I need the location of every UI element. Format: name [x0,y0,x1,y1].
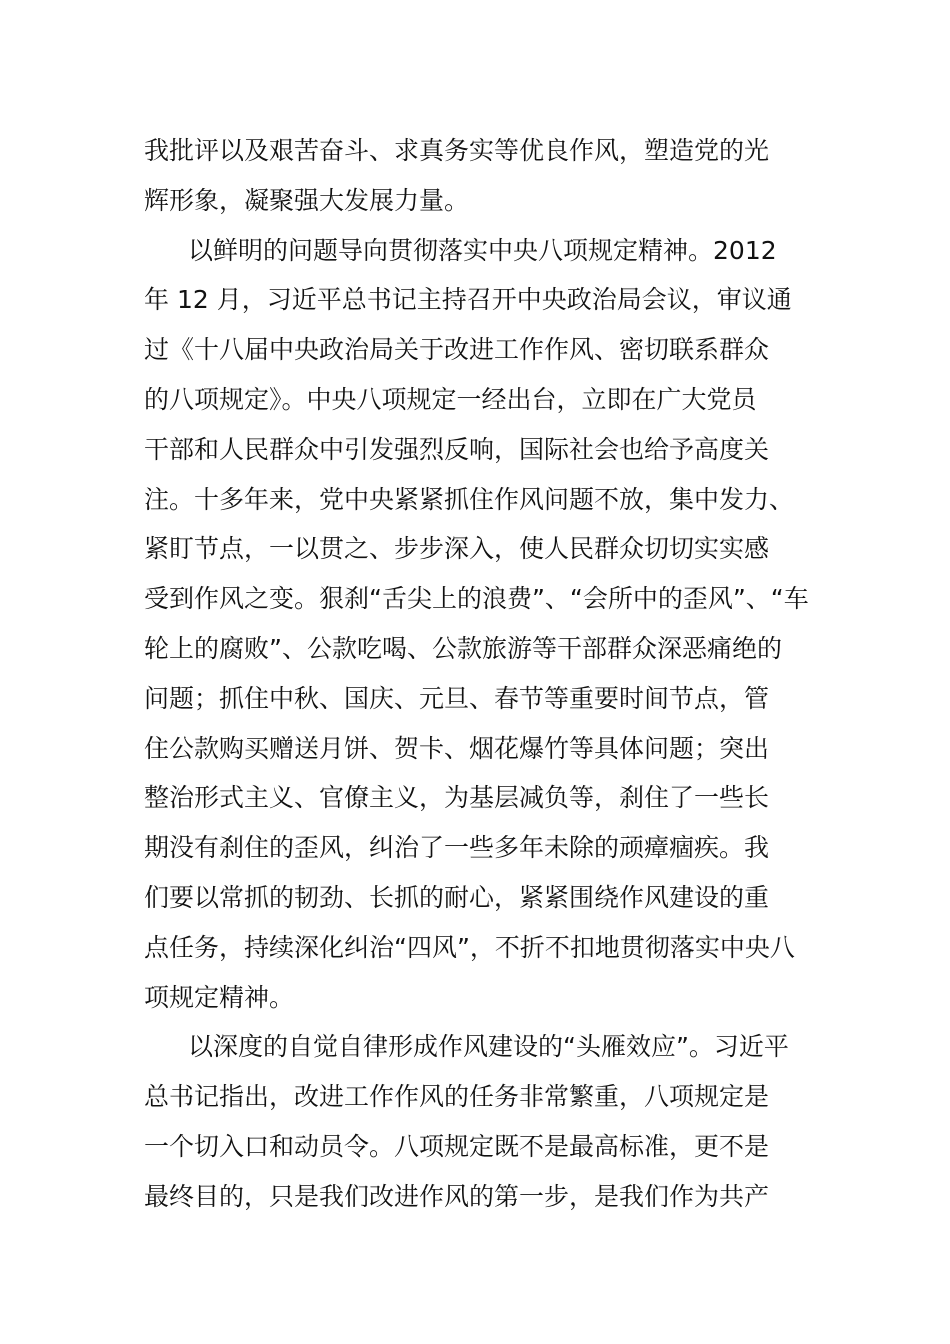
text-line: 轮上的腐败”、公款吃喝、公款旅游等干部群众深恶痛绝的 [144,633,782,663]
text-line: 过《十八届中央政治局关于改进工作作风、密切联系群众 [144,335,770,365]
text-line-paragraph-start: 以鲜明的问题导向贯彻落实中央八项规定精神。2012 [188,235,777,265]
text-line: 的八项规定》。中央八项规定一经出台，立即在广大党员 [144,384,757,414]
text-line-paragraph-start: 以深度的自觉自律形成作风建设的“头雁效应”。习近平 [188,1032,789,1062]
text-line: 一个切入口和动员令。八项规定既不是最高标准，更不是 [144,1131,770,1161]
document-body [144,126,824,1222]
text-line: 辉形象，凝聚强大发展力量。 [144,185,470,215]
text-line: 受到作风之变。狠刹“舌尖上的浪费”、“会所中的歪风”、“车 [144,584,809,614]
text-line: 住公款购买赠送月饼、贺卡、烟花爆竹等具体问题；突出 [144,733,770,763]
text-line: 期没有刹住的歪风，纠治了一些多年未除的顽瘴痼疾。我 [144,833,770,863]
text-line: 注。十多年来，党中央紧紧抓住作风问题不放，集中发力、 [144,484,795,514]
text-line: 最终目的，只是我们改进作风的第一步，是我们作为共产 [144,1181,770,1211]
text-line: 们要以常抓的韧劲、长抓的耐心，紧紧围绕作风建设的重 [144,882,770,912]
text-line: 干部和人民群众中引发强烈反响，国际社会也给予高度关 [144,434,770,464]
text-line: 点任务，持续深化纠治“四风”，不折不扣地贯彻落实中央八 [144,932,795,962]
text-line: 总书记指出，改进工作作风的任务非常繁重，八项规定是 [144,1082,770,1112]
text-line: 我批评以及艰苦奋斗、求真务实等优良作风，塑造党的光 [144,136,770,165]
text-line: 紧盯节点，一以贯之、步步深入，使人民群众切切实实感 [144,534,770,564]
text-line: 问题；抓住中秋、国庆、元旦、春节等重要时间节点，管 [144,683,770,713]
text-line: 年 12 月，习近平总书记主持召开中央政治局会议，审议通 [144,285,792,315]
text-line: 整治形式主义、官僚主义，为基层减负等，刹住了一些长 [144,783,770,813]
text-line: 项规定精神。 [144,982,295,1012]
